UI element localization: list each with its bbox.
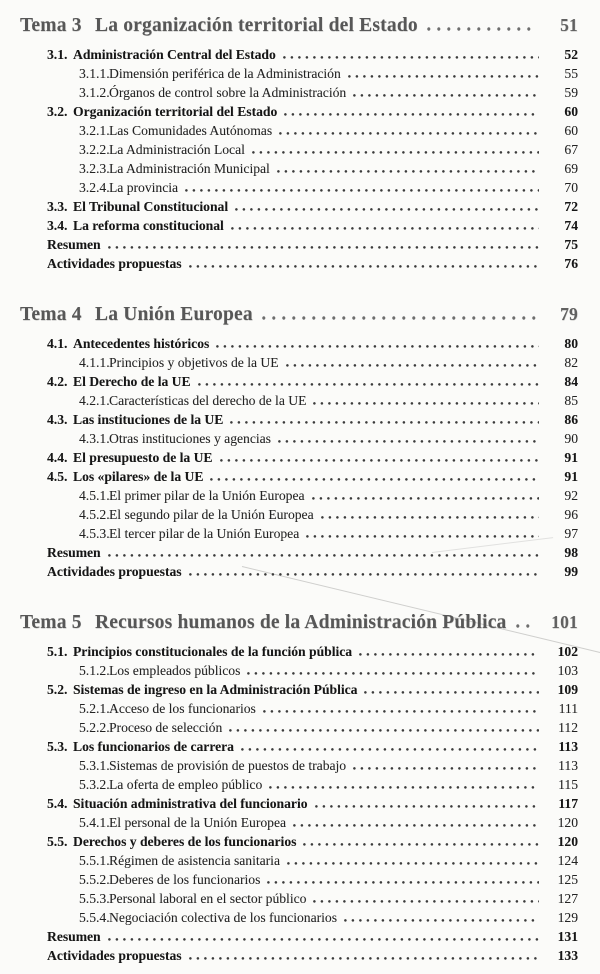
toc-entry <box>20 83 578 102</box>
toc-entries <box>20 334 578 581</box>
dot-leader <box>262 316 536 320</box>
toc-entry-label: Otras instituciones y agencias <box>109 431 271 446</box>
toc-entry-number: 5.1. <box>47 644 68 659</box>
toc-entry-page: 129 <box>557 910 578 925</box>
toc-entry-label: Resumen <box>47 545 101 560</box>
toc-entries <box>20 45 578 273</box>
toc-entry <box>20 661 578 680</box>
toc-entry-label: Régimen de asistencia sanitaria <box>109 853 280 868</box>
toc-entry-label: El primer pilar de la Unión Europea <box>109 488 305 503</box>
toc-entry-label: Actividades propuestas <box>47 256 182 271</box>
dot-leader <box>303 843 539 846</box>
toc-entry-page: 131 <box>557 929 578 944</box>
toc-entry <box>20 159 578 178</box>
toc-entry-number: 4.5.2. <box>79 507 110 522</box>
toc-entry-label: Las instituciones de la UE <box>73 412 224 427</box>
toc-entry-page: 72 <box>564 199 578 214</box>
toc-section-tema-5 <box>20 609 578 965</box>
toc-entry-number: 3.3. <box>47 199 68 214</box>
toc-entry-page: 109 <box>557 682 578 697</box>
toc-entry-number: 5.5.4. <box>79 910 110 925</box>
toc-entry-label: Proceso de selección <box>109 720 223 735</box>
toc-entry-label: Negociación colectiva de los funcionarios <box>109 910 337 925</box>
dot-leader <box>108 554 539 557</box>
toc-entry <box>20 813 578 832</box>
toc-entry-page: 92 <box>564 488 578 503</box>
dot-leader <box>353 767 539 770</box>
dot-leader <box>189 265 539 268</box>
tema-page-number: 101 <box>551 612 578 632</box>
toc-entry-page: 111 <box>558 701 578 716</box>
toc-entry <box>20 216 578 235</box>
dot-leader <box>220 459 540 462</box>
toc-entry-page: 67 <box>564 142 578 157</box>
tema-number: Tema 3 <box>20 15 82 36</box>
tema-page-number: 79 <box>560 304 578 324</box>
dot-leader <box>359 653 539 656</box>
dot-leader <box>198 383 539 386</box>
toc-entry-page: 91 <box>564 469 578 484</box>
toc-entry-number: 3.1.2. <box>79 85 110 100</box>
toc-section-heading <box>20 12 578 39</box>
dot-leader <box>230 421 539 424</box>
toc-entry-page: 133 <box>557 948 578 963</box>
dot-leader <box>284 113 539 116</box>
toc-entry-page: 80 <box>564 336 578 351</box>
dot-leader <box>344 919 539 922</box>
toc-entry-number: 4.5. <box>47 469 68 484</box>
toc-entry-label: Órganos de control sobre la Administración <box>109 85 347 100</box>
toc-entry-label: Organización territorial del Estado <box>73 104 278 119</box>
dot-leader <box>313 402 539 405</box>
toc-entry-number: 3.2. <box>47 104 68 119</box>
toc-entry-number: 5.5. <box>47 834 68 849</box>
toc-entry-page: 127 <box>557 891 578 906</box>
toc-entry-page: 120 <box>557 834 578 849</box>
toc-entry-page: 97 <box>564 526 578 541</box>
toc-entry-page: 120 <box>557 815 578 830</box>
dot-leader <box>353 94 539 97</box>
toc-entry-number: 3.2.1. <box>79 123 110 138</box>
toc-entry-label: Derechos y deberes de los funcionarios <box>73 834 297 849</box>
toc-entry-number: 4.5.1. <box>79 488 110 503</box>
toc-entry-page: 102 <box>557 644 578 659</box>
toc-entry-number: 5.5.2. <box>79 872 110 887</box>
toc-entry-number: 4.1.1. <box>79 355 110 370</box>
toc-entry <box>20 254 578 273</box>
dot-leader <box>267 881 539 884</box>
toc-entry-page: 52 <box>564 47 578 62</box>
toc-entry-label: El segundo pilar de la Unión Europea <box>109 507 314 522</box>
toc-entry-number: 3.1. <box>47 47 68 62</box>
toc-entry <box>20 353 578 372</box>
toc-entry <box>20 737 578 756</box>
toc-entry-page: 69 <box>564 161 578 176</box>
toc-entry-page: 99 <box>564 564 578 579</box>
toc-entry <box>20 889 578 908</box>
toc-entry-number: 5.1.2. <box>79 663 110 678</box>
toc-entry-number: 5.4.1. <box>79 815 110 830</box>
tema-number: Tema 4 <box>20 304 82 325</box>
toc-entry-number: 4.3.1. <box>79 431 110 446</box>
toc-entry <box>20 642 578 661</box>
toc-entry <box>20 486 578 505</box>
toc-entry <box>20 429 578 448</box>
toc-entry-label: Las Comunidades Autónomas <box>109 123 273 138</box>
toc-entry-number: 5.5.3. <box>79 891 110 906</box>
dot-leader <box>293 824 539 827</box>
toc-entry-page: 60 <box>564 123 578 138</box>
toc-entry-number: 4.3. <box>47 412 68 427</box>
toc-entry <box>20 102 578 121</box>
toc-entry <box>20 140 578 159</box>
toc-entry-number: 5.4. <box>47 796 68 811</box>
toc-entry <box>20 45 578 64</box>
dot-leader <box>247 672 539 675</box>
toc-entry-number: 5.3.1. <box>79 758 110 773</box>
toc-entry-label: La Administración Local <box>109 142 245 157</box>
toc-entry-page: 112 <box>558 720 578 735</box>
toc-entry-number: 3.2.2. <box>79 142 110 157</box>
toc-entry-page: 84 <box>564 374 578 389</box>
toc-entry-number: 5.2. <box>47 682 68 697</box>
toc-entry-number: 5.3.2. <box>79 777 110 792</box>
toc-entry <box>20 391 578 410</box>
toc-entry-label: Características del derecho de la UE <box>109 393 307 408</box>
toc-section-tema-3 <box>20 12 578 273</box>
toc-entry-page: 125 <box>557 872 578 887</box>
toc-entry <box>20 505 578 524</box>
toc-entry-page: 82 <box>564 355 578 370</box>
dot-leader <box>315 805 539 808</box>
toc-entry-page: 76 <box>564 256 578 271</box>
toc-entry-label: Los «pilares» de la UE <box>73 469 204 484</box>
dot-leader <box>108 938 539 941</box>
toc-entry-label: Resumen <box>47 929 101 944</box>
dot-leader <box>216 345 539 348</box>
dot-leader <box>306 535 539 538</box>
toc-entry-label: Antecedentes históricos <box>73 336 210 351</box>
tema-title: Recursos humanos de la Administración Pública <box>95 612 507 633</box>
toc-entry-page: 70 <box>564 180 578 195</box>
toc-entry <box>20 775 578 794</box>
toc-entry-label: La reforma constitucional <box>73 218 224 233</box>
toc-entry-label: Situación administrativa del funcionario <box>73 796 308 811</box>
toc-entry-label: Sistemas de provisión de puestos de trabajo <box>109 758 347 773</box>
dot-leader <box>277 170 539 173</box>
dot-leader <box>313 900 539 903</box>
dot-leader <box>427 27 536 31</box>
toc-entry <box>20 562 578 581</box>
toc-entry-label: La oferta de empleo público <box>109 777 263 792</box>
dot-leader <box>278 440 539 443</box>
dot-leader <box>263 710 539 713</box>
dot-leader <box>229 729 539 732</box>
toc-entry-label: El Tribunal Constitucional <box>73 199 229 214</box>
dot-leader <box>283 56 539 59</box>
toc-entry-page: 113 <box>558 739 578 754</box>
toc-entry-label: El personal de la Unión Europea <box>109 815 287 830</box>
toc-entry-page: 103 <box>557 663 578 678</box>
toc-entry <box>20 448 578 467</box>
toc-entry <box>20 832 578 851</box>
toc-entry-page: 59 <box>564 85 578 100</box>
toc-entry-number: 5.5.1. <box>79 853 110 868</box>
dot-leader <box>189 573 539 576</box>
toc-entry-label: Los funcionarios de carrera <box>73 739 234 754</box>
dot-leader <box>185 189 539 192</box>
toc-entry <box>20 64 578 83</box>
dot-leader <box>235 208 539 211</box>
toc-entry-label: Actividades propuestas <box>47 564 182 579</box>
dot-leader <box>321 516 539 519</box>
dot-leader <box>189 957 539 960</box>
dot-leader <box>279 132 539 135</box>
toc-entry <box>20 178 578 197</box>
toc-entry <box>20 410 578 429</box>
toc-entry-label: Administración Central del Estado <box>73 47 276 62</box>
dot-leader <box>269 786 539 789</box>
toc-entry-number: 4.4. <box>47 450 68 465</box>
dot-leader <box>108 246 539 249</box>
toc-entry-page: 117 <box>558 796 578 811</box>
dot-leader <box>210 478 539 481</box>
toc-entry-page: 75 <box>564 237 578 252</box>
toc-entry-page: 74 <box>564 218 578 233</box>
toc-entry-number: 4.5.3. <box>79 526 110 541</box>
toc-entry-label: Principios y objetivos de la UE <box>109 355 279 370</box>
toc-entry-label: El Derecho de la UE <box>73 374 191 389</box>
toc-entry-label: Los empleados públicos <box>109 663 241 678</box>
toc-entry-page: 113 <box>558 758 578 773</box>
toc-entry-label: Deberes de los funcionarios <box>109 872 261 887</box>
toc-entry-label: El presupuesto de la UE <box>73 450 213 465</box>
toc-entry-label: La provincia <box>109 180 179 195</box>
toc-entry-number: 5.2.1. <box>79 701 110 716</box>
toc-entry-label: Resumen <box>47 237 101 252</box>
toc-entry-number: 5.2.2. <box>79 720 110 735</box>
toc-entry <box>20 718 578 737</box>
toc-entries <box>20 642 578 965</box>
toc-entry-label: Actividades propuestas <box>47 948 182 963</box>
toc-entry <box>20 908 578 927</box>
dot-leader <box>231 227 539 230</box>
dot-leader <box>287 862 539 865</box>
toc-entry <box>20 927 578 946</box>
dot-leader <box>516 624 536 628</box>
toc-entry-number: 3.2.4. <box>79 180 110 195</box>
toc-section-heading <box>20 301 578 328</box>
toc-entry <box>20 870 578 889</box>
toc-entry <box>20 946 578 965</box>
toc-entry-page: 85 <box>564 393 578 408</box>
toc-entry-number: 5.3. <box>47 739 68 754</box>
toc-entry-label: Sistemas de ingreso en la Administración Pública <box>73 682 358 697</box>
toc-entry <box>20 467 578 486</box>
dot-leader <box>241 748 539 751</box>
toc-entry-number: 3.1.1. <box>79 66 110 81</box>
toc-entry <box>20 851 578 870</box>
toc-entry <box>20 235 578 254</box>
dot-leader <box>312 497 539 500</box>
toc-entry-label: Acceso de los funcionarios <box>109 701 256 716</box>
toc-section-tema-4 <box>20 301 578 581</box>
toc-entry-label: El tercer pilar de la Unión Europea <box>109 526 300 541</box>
toc-entry <box>20 699 578 718</box>
toc-entry-page: 60 <box>564 104 578 119</box>
dot-leader <box>364 691 539 694</box>
toc-entry-number: 4.2. <box>47 374 68 389</box>
toc-entry-page: 90 <box>564 431 578 446</box>
toc-entry-page: 98 <box>564 545 578 560</box>
toc-entry <box>20 543 578 562</box>
toc-entry-page: 115 <box>558 777 578 792</box>
toc-entry-page: 55 <box>564 66 578 81</box>
tema-number: Tema 5 <box>20 612 82 633</box>
toc-entry-page: 91 <box>564 450 578 465</box>
toc-entry-label: Personal laboral en el sector público <box>109 891 307 906</box>
toc-entry <box>20 197 578 216</box>
toc-entry <box>20 794 578 813</box>
toc-entry-label: Principios constitucionales de la función pública <box>73 644 353 659</box>
toc-entry <box>20 680 578 699</box>
toc-entry-number: 4.2.1. <box>79 393 110 408</box>
toc-entry-label: La Administración Municipal <box>109 161 270 176</box>
toc-entry <box>20 334 578 353</box>
toc-entry-number: 3.4. <box>47 218 68 233</box>
toc-entry-label: Dimensión periférica de la Administración <box>109 66 341 81</box>
toc-entry <box>20 756 578 775</box>
toc-entry <box>20 372 578 391</box>
toc-entry-page: 124 <box>557 853 578 868</box>
dot-leader <box>348 75 539 78</box>
toc-section-heading <box>20 609 578 636</box>
toc-entry <box>20 121 578 140</box>
toc-entry <box>20 524 578 543</box>
toc-entry-number: 3.2.3. <box>79 161 110 176</box>
toc-entry-page: 86 <box>564 412 578 427</box>
tema-title: La organización territorial del Estado <box>95 15 418 36</box>
tema-page-number: 51 <box>560 15 578 35</box>
dot-leader <box>252 151 539 154</box>
tema-title: La Unión Europea <box>95 304 253 325</box>
toc-entry-page: 96 <box>564 507 578 522</box>
toc-entry-number: 4.1. <box>47 336 68 351</box>
dot-leader <box>286 364 539 367</box>
